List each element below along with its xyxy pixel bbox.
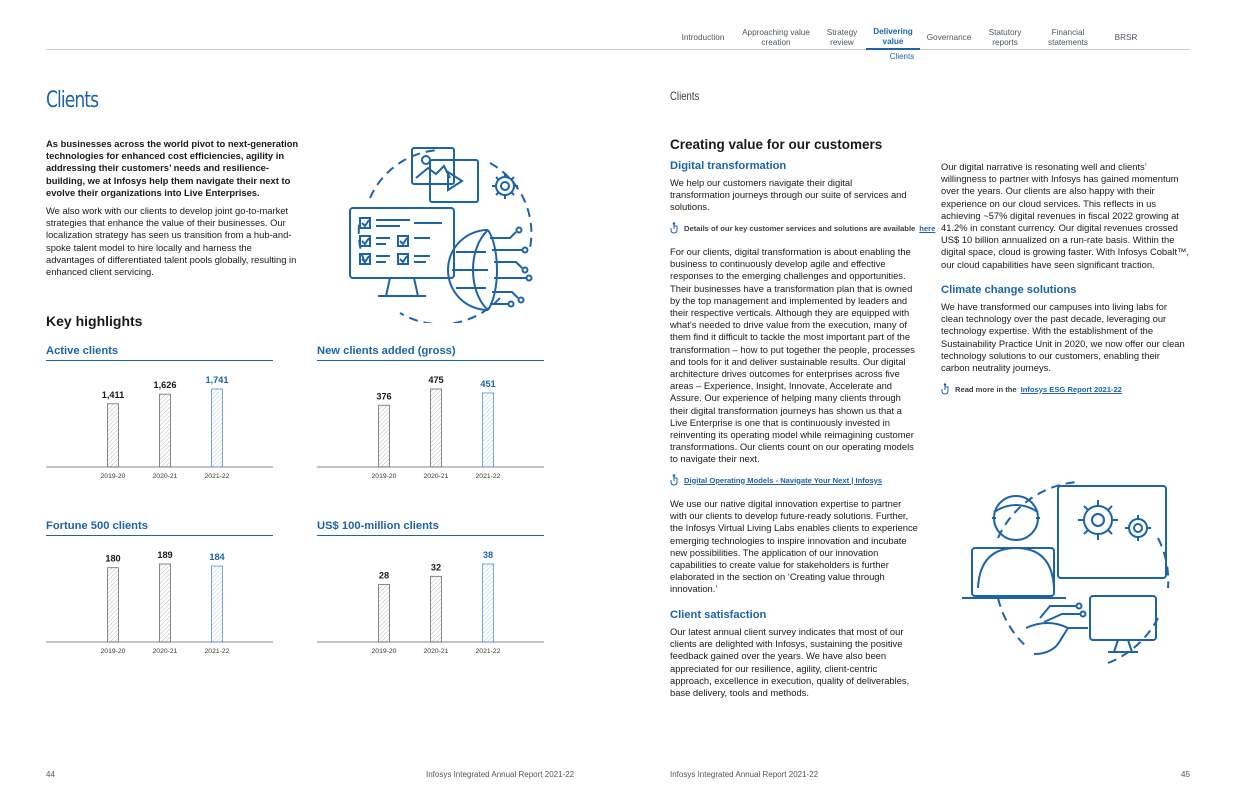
chart-title: US$ 100-million clients — [317, 520, 544, 536]
bar-chart-100m-clients — [317, 536, 544, 672]
esg-link-line — [941, 383, 1122, 395]
intro-lead-paragraph: As businesses across the world pivot to next-generation technologies for enhanced cost efficiencies, agility in addressing their customers’ needs and resilience-building, we at Infosys help them navigate their next to evolve their organizations into Live Enterprises. — [46, 138, 299, 198]
intro-body-paragraph: We also work with our clients to develop joint go-to-market strategies that enhance the value of their businesses. Our localization strategy has seen us transition from a hub-and-spoke talent model to hire locally and harness the advantages of differentiated talent pools globally, resulting in enhanced client servicing. — [46, 205, 297, 278]
chart-data-label: 180 — [105, 553, 121, 564]
chart-category-label: 2021-22 — [204, 648, 230, 655]
client-satisfaction-paragraph: Our latest annual client survey indicates that most of our clients are delighted with Infosys, sustaining the positive feedback gained over the years. We have also been appreciated for our resilience, agility, client-centric approach, excellence in execution, quality of deliverables, base delivery, tools and methods. — [670, 626, 910, 699]
chart-bar — [379, 585, 390, 642]
chart-category-label: 2019-20 — [100, 473, 126, 480]
chart-bar — [379, 405, 390, 467]
chart-category-label: 2020-21 — [152, 648, 178, 655]
chart-category-label: 2020-21 — [152, 473, 178, 480]
footer-title-right: Infosys Integrated Annual Report 2021-22 — [670, 770, 819, 779]
section-heading: Creating value for our customers — [670, 137, 883, 152]
chart-new-clients — [317, 345, 544, 497]
chart-bar — [431, 389, 442, 467]
climate-change-heading: Climate change solutions — [941, 284, 1077, 296]
digital-narrative-paragraph: Our digital narrative is resonating well and clients’ willingness to partner with Infosys has gained momentum over the years. Our clients are also happy with their experience on our cloud services. This reflects in us achieving ~57% digital revenues in fiscal 2022 growing at 41.2% in constant currency. Our digital revenues crossed US$ 10 billion annualized on a run-rate basis. Within the digital space, cloud is growing faster. With Infosys Cobalt™, our cloud capabilities have seen significant traction. — [941, 161, 1190, 270]
chart-data-label: 189 — [157, 550, 173, 560]
chart-category-label: 2019-20 — [371, 648, 397, 655]
nav-introduction[interactable]: Introduction — [681, 33, 725, 43]
services-link-here[interactable]: here — [919, 223, 936, 233]
services-link-text: Details of our key customer services and solutions are available — [684, 223, 916, 233]
chart-data-label: 475 — [428, 375, 444, 385]
climate-change-paragraph: We have transformed our campuses into living labs for clean technology over the past decade, leveraging our technology expertise. With the establishment of the Sustainability Practice Unit in 2020, we now offer our clean technology solutions to our customers, enabling their carbon neutrality journeys. — [941, 301, 1185, 374]
chart-bar — [212, 566, 223, 642]
nav-approaching-value-creation[interactable]: Approaching value creation — [742, 28, 810, 47]
operating-models-link-line — [670, 474, 882, 486]
footer-page-number-left: 44 — [46, 770, 55, 779]
digital-transformation-paragraph: For our clients, digital transformation is about enabling the business to continuously develop agile and effective responses to the emerging challenges and opportunities. Their businesses have a transformation plan that is owned by the top management and implemented by leaders and their respective verticals. Although they are equipped with what’s needed to drive value from the execution, many of them find it difficult to tackle the most important part of the transformation – how to put together the people, processes and tools for it and deliver sustainable results. Our digital architecture drives outcomes for enterprises across five areas – Experience, Insight, Innovate, Accelerate and Assure. Our experience of helping many clients through their digital transformation journeys has shown us that a Live Enterprise is one that is continuously invested in reinventing its operating model while reimagining customer transformations. Our clients count on our operating models to navigate their next. — [670, 246, 915, 465]
top-navigation — [672, 26, 1190, 50]
chart-data-label: 376 — [376, 391, 392, 402]
digital-services-illustration — [340, 138, 540, 323]
chart-category-label: 2020-21 — [423, 648, 449, 655]
chart-data-label: 1,626 — [153, 380, 177, 391]
nav-financial-statements[interactable]: Financial statements — [1047, 28, 1089, 47]
esg-link-text: Read more in the — [955, 384, 1017, 394]
chart-bar — [108, 568, 119, 642]
nav-governance[interactable]: Governance — [926, 33, 972, 43]
chart-data-label: 184 — [209, 552, 225, 563]
chart-bar — [483, 393, 494, 467]
nav-strategy-review[interactable]: Strategy review — [826, 28, 858, 47]
chart-data-label: 451 — [480, 378, 496, 389]
chart-bar — [160, 564, 171, 642]
nav-statutory-reports[interactable]: Statutory reports — [988, 28, 1022, 47]
pointer-hand-icon — [941, 383, 951, 395]
chart-bar — [483, 564, 494, 642]
chart-title: New clients added (gross) — [317, 345, 544, 361]
digital-transformation-heading: Digital transformation — [670, 160, 787, 172]
chart-category-label: 2021-22 — [204, 473, 230, 480]
chart-100m-clients — [317, 520, 544, 672]
running-head: Clients — [670, 89, 700, 103]
chart-fortune-500 — [46, 520, 273, 672]
chart-bar — [160, 394, 171, 467]
operating-models-link[interactable]: Digital Operating Models - Navigate Your Next | Infosys — [684, 475, 883, 485]
nav-delivering-value[interactable]: Delivering value — [866, 26, 920, 50]
page-title: Clients — [46, 88, 99, 113]
chart-data-label: 1,741 — [205, 375, 229, 385]
pointer-hand-icon — [670, 474, 680, 486]
key-highlights-heading: Key highlights — [46, 313, 143, 329]
services-link-line — [670, 222, 935, 234]
bar-chart-new-clients — [317, 361, 544, 497]
chart-data-label: 38 — [482, 550, 494, 560]
bar-chart-active-clients — [46, 361, 273, 497]
bar-chart-fortune-500 — [46, 536, 273, 672]
chart-bar — [431, 576, 442, 642]
chart-data-label: 1,411 — [101, 389, 125, 400]
chart-data-label: 32 — [430, 562, 442, 573]
chart-category-label: 2019-20 — [100, 648, 126, 655]
nav-sub-clients[interactable]: Clients — [889, 52, 915, 61]
chart-category-label: 2021-22 — [475, 648, 501, 655]
innovation-paragraph: We use our native digital innovation expertise to partner with our clients to develop future-ready solutions. Further, the Infosys Virtual Living Labs enables clients to experience emerging technologies to inspire innovation and incubate new possibilities. The application of our innovation capabilities to create value for stakeholders is further elaborated in the section on ‘Creating value through innovation.’ — [670, 498, 918, 595]
chart-category-label: 2020-21 — [423, 473, 449, 480]
nav-brsr[interactable]: BRSR — [1114, 33, 1138, 43]
chart-title: Fortune 500 clients — [46, 520, 273, 536]
chart-bar — [212, 389, 223, 467]
chart-title: Active clients — [46, 345, 273, 361]
chart-category-label: 2021-22 — [475, 473, 501, 480]
customer-technology-illustration — [958, 478, 1173, 668]
digital-intro-paragraph: We help our customers navigate their digital transformation journeys through our suite of services and solutions. — [670, 177, 907, 213]
footer-title-left: Infosys Integrated Annual Report 2021-22 — [426, 770, 575, 779]
footer-page-number-right: 45 — [1181, 770, 1190, 779]
esg-report-link[interactable]: Infosys ESG Report 2021-22 — [1020, 384, 1122, 394]
chart-category-label: 2019-20 — [371, 473, 397, 480]
chart-bar — [108, 404, 119, 467]
client-satisfaction-heading: Client satisfaction — [670, 609, 767, 621]
chart-data-label: 28 — [378, 570, 390, 581]
pointer-hand-icon — [670, 222, 680, 234]
chart-active-clients — [46, 345, 273, 497]
